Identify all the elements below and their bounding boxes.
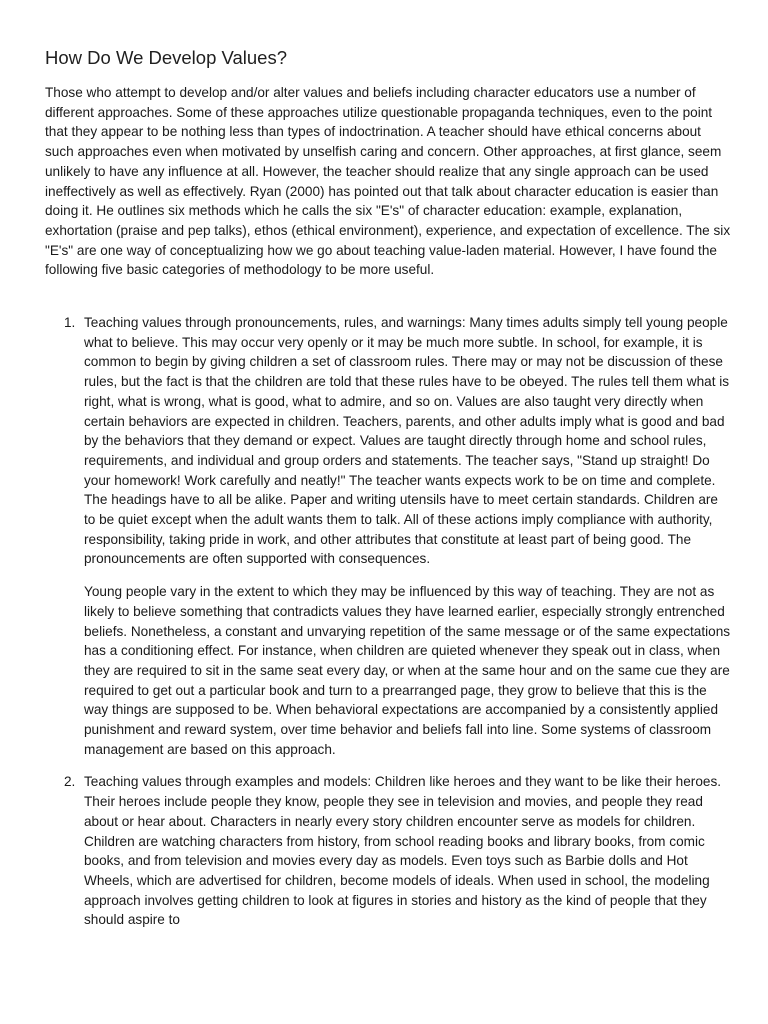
list-item-paragraph: Teaching values through examples and models: Children like heroes and they want to be like their heroes. Their heroes include people they know, people they see in television and movies, and people they read about or hear about. Characters in nearly every story children encounter serve as models for children. Children are watching characters from history, from school reading books and library books, from comic books, and from television and movies every day as models. Even toys such as Barbie dolls and Hot Wheels, which are advertised for children, become models of ideals. When used in school, the modeling approach involves getting children to look at figures in stories and history as the kind of people that they should aspire to [84,774,722,928]
list-item-number: 2. [64,774,76,790]
page-title: How Do We Develop Values? [45,47,287,68]
list-item-paragraph: Teaching values through pronouncements, rules, and warnings: Many times adults simply tell young people what to believe. This may occur very openly or it may be much more subtle. In school, for example, it is common to begin by giving children a set of classroom rules. There may or may not be discussion of these rules, but the fact is that the children are told that these rules have to be obeyed. The rules tell them what is right, what is wrong, what is good, what to admire, and so on. Values are also taught very directly when certain behaviors are expected in children. Teachers, parents, and other adults imply what is good and bad by the behaviors that they demand or expect. Values are taught directly through home and school rules, requirements, and individual and group orders and statements. The teacher says, "Stand up straight! Do your homework! Work carefully and neatly!" The teacher wants expects work to be on time and complete. The headings have to all be alike. Paper and writing utensils have to meet certain standards. Children are to be quiet except when the adult wants them to talk. All of these actions imply compliance with authority, responsibility, taking pride in work, and other attributes that constitute at least part of being good. The pronouncements are often supported with consequences. [84,315,730,567]
intro-paragraph: Those who attempt to develop and/or alter values and beliefs including character educators use a number of different approaches. Some of these approaches utilize questionable propaganda techniques, even to the point that they appear to be nothing less than types of indoctrination. A teacher should have ethical concerns about such approaches even when motivated by unselfish caring and concern. Other approaches, at first glance, seem unlikely to have any influence at all. However, the teacher should realize that any single approach can be used ineffectively as well as effectively. Ryan (2000) has pointed out that talk about character education is easier than doing it. He outlines six methods which he calls the six "E's" of character education: example, explanation, exhortation (praise and pep talks), ethos (ethical environment), experience, and expectation of excellence. The six "E's" are one way of conceptualizing how we go about teaching value-laden material. However, I have found the following five basic categories of methodology to be more useful. [45,85,731,278]
list-item-2 [45,772,731,930]
list-item-paragraph: Young people vary in the extent to which they may be influenced by this way of teaching. They are not as likely to believe something that contradicts values they have learned earlier, especially strongly entrenched beliefs. Nonetheless, a constant and unvarying repetition of the same message or of the same expectations has a conditioning effect. For instance, when children are quieted whenever they speak out in class, when they are required to sit in the same seat every day, or when at the same hour and on the same cue they are required to get out a particular book and turn to a prearranged page, they grow to believe that this is the way things are supposed to be. When behavioral expectations are accompanied by a consistently applied punishment and reward system, over time behavior and beliefs fall into line. Some systems of classroom management are based on this approach. [84,584,731,757]
list-item-number: 1. [64,315,76,330]
methodology-list [45,313,731,943]
list-item-1 [45,313,731,759]
